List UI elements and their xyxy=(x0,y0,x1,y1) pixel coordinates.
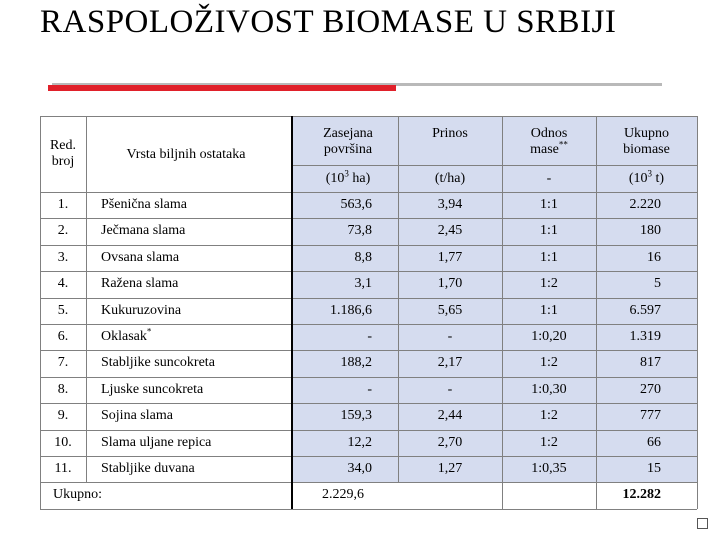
row-prinos-text: 2,17 xyxy=(437,355,463,371)
row-number-text: 5. xyxy=(57,302,69,318)
row-ukupno-text: 817 xyxy=(640,355,661,371)
header-zasejana-label: Zasejana xyxy=(323,126,373,141)
row-prinos-text: 1,77 xyxy=(437,249,463,265)
row-name-text: Ječmana slama xyxy=(101,223,186,239)
row-number xyxy=(40,303,86,319)
row-zasejana xyxy=(292,408,372,424)
row-prinos xyxy=(398,408,502,424)
header-prinos-label: Prinos xyxy=(432,126,468,141)
row-ukupno-text: 180 xyxy=(640,223,661,239)
row-name-text: Ljuske suncokreta xyxy=(101,381,204,397)
row-odnos-text: 1:0,20 xyxy=(531,329,567,344)
row-prinos xyxy=(398,329,502,345)
row-zasejana xyxy=(292,303,372,319)
col-divider-main xyxy=(291,116,293,509)
row-name-text: Oklasak xyxy=(101,329,147,344)
row-ukupno xyxy=(596,355,661,371)
row-zasejana xyxy=(292,276,372,292)
row-prinos-text: 2,44 xyxy=(437,408,463,424)
row-divider xyxy=(40,271,697,272)
row-ukupno xyxy=(596,250,661,266)
row-name-text: Stabljike suncokreta xyxy=(101,355,215,371)
row-ukupno-text: 15 xyxy=(647,461,661,476)
row-number-text: 2. xyxy=(57,223,69,239)
total-label-text: Ukupno: xyxy=(53,487,102,503)
total-zasejana xyxy=(322,487,364,503)
row-odnos-text: 1:2 xyxy=(540,355,558,371)
total-ukupno-text: 12.282 xyxy=(622,487,661,503)
row-name xyxy=(101,223,185,239)
row-divider xyxy=(40,245,697,246)
row-number xyxy=(40,250,86,266)
row-number-text: 7. xyxy=(57,355,69,371)
row-odnos-text: 1:2 xyxy=(540,408,558,424)
row-odnos xyxy=(502,250,596,266)
row-name xyxy=(101,461,195,477)
header-red-broj xyxy=(40,138,86,170)
row-odnos xyxy=(502,461,596,477)
header-broj-label: broj xyxy=(51,154,75,169)
header-vrsta xyxy=(86,147,286,163)
unit-ukupno-post: t) xyxy=(652,171,665,186)
row-name-text: Slama uljane repica xyxy=(101,434,212,450)
row-ukupno xyxy=(596,303,661,319)
row-number xyxy=(40,223,86,239)
row-prinos-text: - xyxy=(447,329,453,344)
unit-odnos-label: - xyxy=(546,171,552,186)
row-name xyxy=(101,355,215,371)
row-prinos xyxy=(398,355,502,371)
row-odnos-text: 1:2 xyxy=(540,434,558,450)
header-ukupno-label: Ukupno xyxy=(623,126,670,141)
row-ukupno xyxy=(596,461,661,477)
row-odnos xyxy=(502,435,596,451)
row-number xyxy=(40,382,86,398)
row-name-text: Kukuruzovina xyxy=(101,302,182,318)
row-name xyxy=(101,276,178,292)
row-odnos xyxy=(502,329,596,345)
row-zasejana-text: 73,8 xyxy=(347,223,372,239)
row-number xyxy=(40,197,86,213)
row-prinos-text: 1,27 xyxy=(437,461,463,476)
row-ukupno xyxy=(596,408,661,424)
row-prinos-text: - xyxy=(447,381,453,397)
row-prinos-text: 2,45 xyxy=(437,223,463,239)
row-odnos xyxy=(502,355,596,371)
row-zasejana-text: 563,6 xyxy=(340,197,372,212)
row-zasejana xyxy=(292,223,372,239)
col-divider-zasejana xyxy=(398,116,399,482)
row-odnos-text: 1:2 xyxy=(540,276,558,292)
total-ukupno xyxy=(596,487,661,503)
row-prinos xyxy=(398,435,502,451)
row-number-text: 8. xyxy=(57,381,69,397)
row-odnos-text: 1:1 xyxy=(540,302,558,318)
row-number xyxy=(40,329,86,345)
row-odnos xyxy=(502,223,596,239)
header-prinos xyxy=(398,126,502,142)
row-number xyxy=(40,408,86,424)
row-ukupno xyxy=(596,435,661,451)
row-ukupno-text: 2.220 xyxy=(629,197,661,212)
row-name xyxy=(101,326,152,345)
unit-ukupno-pre: (10 xyxy=(628,171,648,186)
row-name xyxy=(101,250,179,266)
header-ukupno xyxy=(596,126,697,158)
row-zasejana xyxy=(292,250,372,266)
row-zasejana-text: - xyxy=(367,329,372,344)
row-number-text: 10. xyxy=(54,434,72,450)
header-left-top-line xyxy=(40,116,292,117)
row-number-text: 1. xyxy=(57,197,69,212)
row-zasejana-text: 159,3 xyxy=(340,408,372,424)
row-zasejana-text: - xyxy=(367,381,372,397)
row-name-text: Ražena slama xyxy=(101,276,179,292)
row-prinos xyxy=(398,250,502,266)
row-name-text: Ovsana slama xyxy=(101,249,180,265)
row-divider xyxy=(40,192,697,193)
row-ukupno xyxy=(596,276,661,292)
row-prinos-text: 5,65 xyxy=(437,302,463,318)
row-number xyxy=(40,461,86,477)
row-prinos-text: 1,70 xyxy=(437,276,463,292)
unit-ukupno-sup: 3 xyxy=(647,168,653,179)
row-ukupno xyxy=(596,382,661,398)
unit-zasejana xyxy=(292,168,404,187)
total-zasejana-text: 2.229,6 xyxy=(322,487,364,503)
row-zasejana xyxy=(292,355,372,371)
header-odnos-mase-line xyxy=(502,139,596,158)
row-ukupno-text: 1.319 xyxy=(629,329,661,344)
row-divider xyxy=(40,403,697,404)
header-units-line xyxy=(292,165,697,166)
table-left-border xyxy=(40,116,41,509)
row-name xyxy=(101,303,181,319)
row-odnos-text: 1:0,35 xyxy=(531,461,567,476)
row-number xyxy=(40,435,86,451)
table-bottom-border xyxy=(40,509,697,510)
corner-marker xyxy=(697,518,708,529)
row-prinos xyxy=(398,276,502,292)
row-odnos-text: 1:1 xyxy=(540,197,558,212)
unit-zasejana-pre: (10 xyxy=(325,171,345,186)
row-zasejana-text: 12,2 xyxy=(347,434,372,450)
row-name-footnote: * xyxy=(146,326,152,337)
row-name-text: Sojina slama xyxy=(101,408,173,424)
row-number xyxy=(40,276,86,292)
row-number-text: 3. xyxy=(57,249,69,265)
row-zasejana xyxy=(292,435,372,451)
row-ukupno xyxy=(596,329,661,345)
row-name xyxy=(101,408,173,424)
row-divider xyxy=(40,456,697,457)
header-vrsta-label: Vrsta biljnih ostataka xyxy=(126,147,246,162)
unit-prinos-label: (t/ha) xyxy=(434,171,466,186)
row-odnos xyxy=(502,276,596,292)
row-ukupno xyxy=(596,197,661,213)
header-top-line xyxy=(292,116,697,117)
row-prinos xyxy=(398,382,502,398)
row-odnos-text: 1:1 xyxy=(540,223,558,239)
col-divider-odnos xyxy=(596,116,597,509)
row-divider xyxy=(40,430,697,431)
header-red-label: Red. xyxy=(49,138,77,153)
header-zasejana xyxy=(292,126,404,158)
unit-ukupno xyxy=(596,168,697,187)
row-number-text: 11. xyxy=(54,461,72,476)
header-odnos-label: Odnos xyxy=(530,126,568,141)
title-underline-red xyxy=(48,85,396,91)
row-ukupno xyxy=(596,223,661,239)
unit-zasejana-sup: 3 xyxy=(344,168,349,179)
col-divider-num xyxy=(86,116,87,482)
row-zasejana xyxy=(292,382,372,398)
row-prinos-text: 3,94 xyxy=(437,197,463,212)
header-biomase-label: biomase xyxy=(623,142,670,157)
row-zasejana-text: 8,8 xyxy=(354,249,372,265)
row-ukupno-text: 16 xyxy=(647,249,661,265)
row-odnos xyxy=(502,303,596,319)
row-number xyxy=(40,355,86,371)
row-ukupno-text: 270 xyxy=(640,381,661,397)
unit-prinos xyxy=(398,171,502,187)
row-odnos xyxy=(502,408,596,424)
row-zasejana-text: 188,2 xyxy=(340,355,372,371)
row-divider xyxy=(40,218,697,219)
row-divider xyxy=(40,350,697,351)
row-zasejana xyxy=(292,197,372,213)
row-ukupno-text: 5 xyxy=(654,276,661,292)
row-divider xyxy=(40,482,697,483)
row-prinos-text: 2,70 xyxy=(437,434,463,450)
unit-odnos xyxy=(502,171,596,187)
row-name xyxy=(101,435,211,451)
row-number-text: 6. xyxy=(57,329,69,344)
unit-zasejana-post: ha) xyxy=(348,171,371,186)
row-zasejana-text: 1.186,6 xyxy=(330,302,372,318)
row-zasejana-text: 34,0 xyxy=(347,461,372,476)
row-prinos xyxy=(398,461,502,477)
header-mase-label: mase xyxy=(530,142,559,157)
row-odnos xyxy=(502,197,596,213)
header-odnos-footnote: ** xyxy=(558,139,568,150)
row-prinos xyxy=(398,197,502,213)
row-divider xyxy=(40,377,697,378)
row-name xyxy=(101,197,187,213)
row-name-text: Pšenična slama xyxy=(101,197,187,212)
row-odnos-text: 1:1 xyxy=(540,249,558,265)
row-prinos xyxy=(398,223,502,239)
row-zasejana-text: 3,1 xyxy=(354,276,372,292)
row-ukupno-text: 6.597 xyxy=(629,302,661,318)
col-divider-prinos xyxy=(502,116,503,509)
row-odnos xyxy=(502,382,596,398)
row-name xyxy=(101,382,203,398)
row-number-text: 4. xyxy=(57,276,69,292)
row-divider xyxy=(40,298,697,299)
row-name-text: Stabljike duvana xyxy=(101,461,195,476)
table-right-border xyxy=(697,116,698,509)
row-ukupno-text: 777 xyxy=(640,408,661,424)
row-zasejana xyxy=(292,461,372,477)
page-title: RASPOLOŽIVOST BIOMASE U SRBIJI xyxy=(40,4,617,40)
row-ukupno-text: 66 xyxy=(647,434,661,450)
header-odnos xyxy=(502,126,596,158)
total-label xyxy=(53,487,102,503)
row-odnos-text: 1:0,30 xyxy=(531,381,567,397)
header-povrsina-label: površina xyxy=(323,142,373,157)
row-zasejana xyxy=(292,329,372,345)
row-divider xyxy=(40,324,697,325)
row-prinos xyxy=(398,303,502,319)
row-number-text: 9. xyxy=(57,408,69,424)
